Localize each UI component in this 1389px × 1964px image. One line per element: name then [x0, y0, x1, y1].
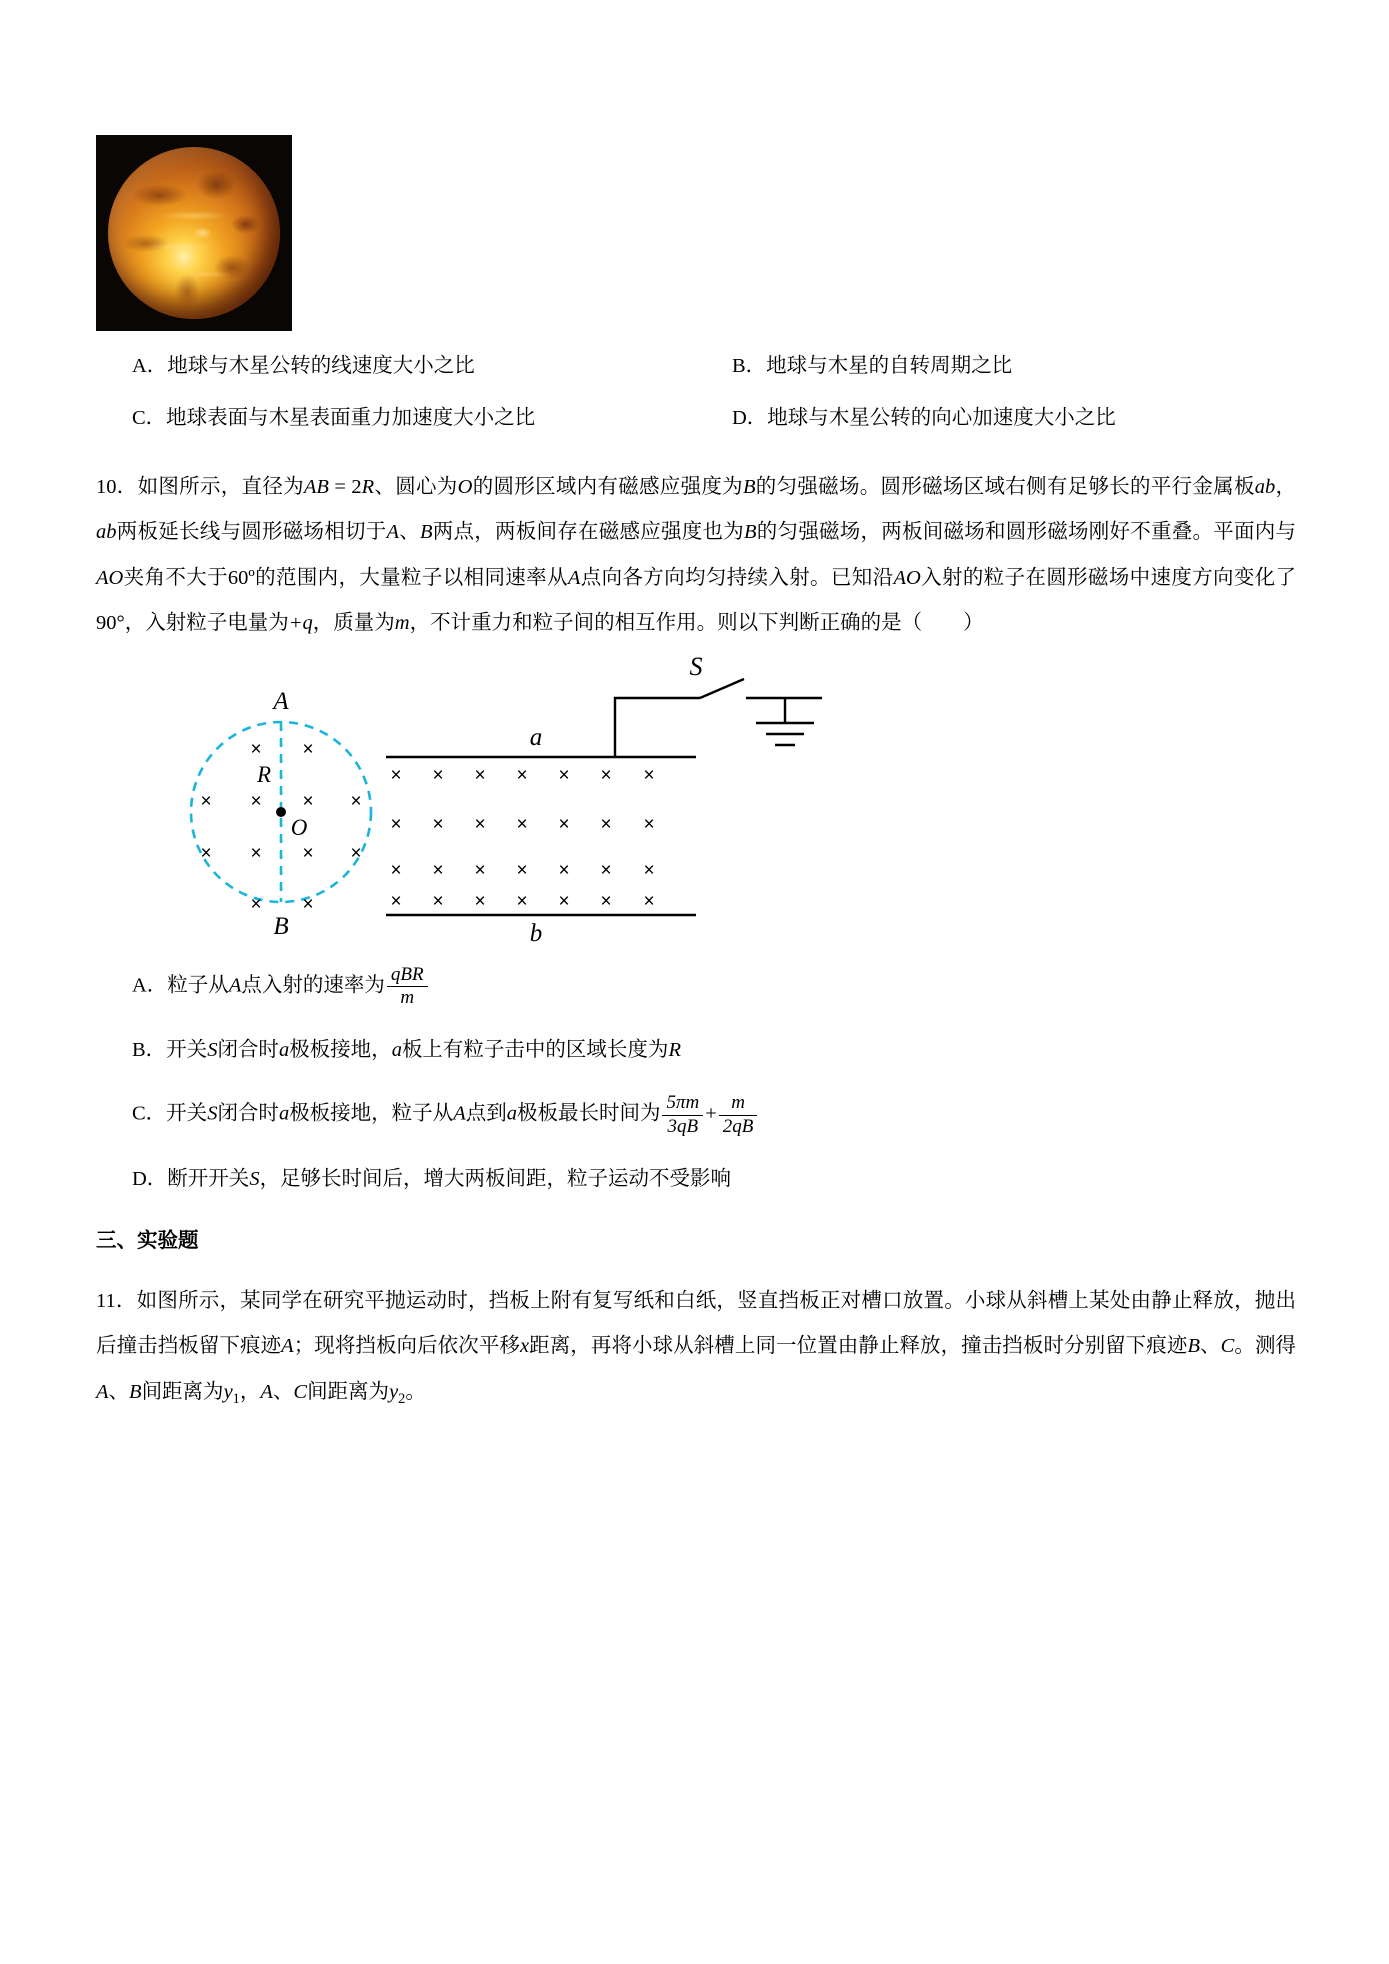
q10-c-plus: +: [705, 1102, 717, 1125]
center-point-o: [276, 807, 286, 817]
svg-text:×: ×: [643, 890, 655, 912]
q10-d-pre: D．断开开关: [132, 1167, 250, 1190]
q9-options-row-ab: [96, 351, 1296, 383]
planet-image: [96, 135, 292, 331]
q11-l3-y2sub: 2: [398, 1390, 406, 1407]
svg-text:×: ×: [600, 764, 612, 786]
q10-l5-q: +q: [288, 612, 313, 635]
q10-b-mid2: 极板接地，: [289, 1039, 392, 1062]
svg-text:×: ×: [432, 764, 444, 786]
fraction-qbr-m: [387, 964, 428, 1010]
svg-text:×: ×: [200, 842, 212, 864]
plate-crosses: [390, 765, 654, 912]
frac-num: 5πm: [666, 1092, 700, 1114]
label-a: a: [529, 723, 543, 751]
q10-l1-b: B: [742, 475, 756, 498]
q11-l3-A3: A: [260, 1380, 273, 1403]
svg-text:×: ×: [600, 813, 612, 835]
q10-l2-ab2: ab: [96, 521, 117, 544]
q10-l1-end: 的匀强磁场。圆形磁场区域右侧: [755, 475, 1047, 498]
q11-l3-mid: 。测得: [1234, 1335, 1297, 1358]
q11-l2-A: A: [281, 1335, 294, 1358]
q10-l1-post: 的圆形区域内有磁感应强度为: [472, 475, 743, 498]
q10-option-a: [96, 964, 1296, 1010]
label-b: b: [529, 919, 543, 942]
q10-c-mid: 闭合时: [217, 1102, 279, 1125]
q10-l4-mid2: 入射的粒子在圆形磁场中速度方向变化了: [920, 566, 1297, 589]
label-S: S: [689, 656, 703, 681]
q10-l2-mid: ，: [1275, 475, 1297, 498]
q11-l3-dun3: 、: [272, 1380, 294, 1403]
svg-text:×: ×: [390, 890, 402, 912]
switch-blade: [700, 679, 744, 698]
q10-l4-a: A: [567, 566, 581, 589]
svg-text:×: ×: [474, 890, 486, 912]
q10-l5-mid: ，质量为: [312, 612, 395, 635]
fraction-5pim-3qb: [662, 1092, 703, 1138]
svg-text:×: ×: [302, 842, 314, 864]
label-A: A: [273, 687, 289, 715]
section-title-experiment: 三、实验题: [96, 1228, 199, 1252]
q10-b-R: R: [668, 1039, 681, 1062]
svg-text:×: ×: [390, 813, 402, 835]
svg-text:×: ×: [558, 813, 570, 835]
q11-l3-mid3: ，: [239, 1380, 261, 1403]
q11-l3-dun1: 、: [1199, 1335, 1221, 1358]
q10-b-pre: B．开关: [132, 1039, 208, 1062]
svg-text:×: ×: [350, 790, 362, 812]
q10-l1-mid: 、圆心为: [374, 475, 458, 498]
svg-text:×: ×: [643, 813, 655, 835]
q10-l3-end: 的范围内，大量粒子以相同速率: [254, 566, 547, 589]
q10-l2-dun: 、: [399, 521, 421, 544]
frac-den: m: [387, 986, 428, 1009]
q10-l4-pre: 从: [547, 566, 568, 589]
svg-text:×: ×: [516, 764, 528, 786]
q11-l3-end: 。: [405, 1380, 426, 1403]
q10-d-S: S: [249, 1167, 260, 1190]
svg-text:×: ×: [516, 813, 528, 835]
q10-l4-ao: AO: [893, 566, 921, 589]
q10-l3-deg: 60º: [227, 566, 255, 589]
planet-disc: [108, 147, 280, 319]
q11-l3-C2: C: [293, 1380, 308, 1403]
q10-c-pre: C．开关: [132, 1102, 208, 1125]
q11-l3-y2: y: [389, 1380, 399, 1403]
q10-l5-m: m: [394, 612, 410, 635]
q9-option-c: C．地球表面与木星表面重力加速度大小之比: [132, 406, 536, 429]
svg-text:×: ×: [516, 890, 528, 912]
q10-l5-end: ，不计重力和粒子间的相互作用。则以下判断正确的是（ ）: [409, 612, 984, 635]
q10-c-a2: a: [506, 1102, 517, 1125]
q11-l3-mid4: 间距离为: [307, 1380, 390, 1403]
svg-text:×: ×: [250, 790, 262, 812]
svg-text:×: ×: [474, 859, 486, 881]
svg-text:×: ×: [600, 890, 612, 912]
fraction-m-2qb: [719, 1092, 758, 1138]
label-O: O: [290, 814, 308, 840]
label-B: B: [273, 912, 289, 940]
q10-l2-b2: B: [420, 521, 433, 544]
svg-text:×: ×: [302, 738, 314, 760]
q10-option-c: [96, 1092, 1296, 1138]
q10-l3-mid: 夹角不大于: [123, 566, 228, 589]
q10-l2-pre: 有足够长的平行金属板: [1046, 475, 1255, 498]
svg-text:×: ×: [474, 813, 486, 835]
q10-l1-r: R: [361, 475, 375, 498]
q11-stem: [96, 1279, 1296, 1416]
svg-text:×: ×: [643, 859, 655, 881]
q10-l1-o: O: [457, 475, 473, 498]
q10-l3-ao: AO: [96, 566, 124, 589]
svg-text:×: ×: [432, 813, 444, 835]
q10-c-mid2: 极板接地，粒子从: [289, 1102, 454, 1125]
q9-options-row-cd: [96, 403, 1296, 435]
q10-c-a1: a: [278, 1102, 290, 1125]
svg-text:×: ×: [250, 893, 262, 915]
q11-l2-x: x: [519, 1335, 530, 1358]
q10-c-mid4: 极板最长时间为: [516, 1102, 661, 1125]
q11-l3-y1: y: [223, 1380, 233, 1403]
q11-l3-A2: A: [96, 1380, 109, 1403]
switch-wire: [615, 698, 700, 757]
q11-l1: 11．如图所示，某同学在研究平抛运动时，挡板上附有复写纸和白纸，竖直挡板正对槽口放置。小球从斜: [96, 1289, 1048, 1312]
svg-text:×: ×: [390, 764, 402, 786]
q10-a-mid: 点入射的速率为: [241, 974, 385, 997]
frac-num: qBR: [390, 963, 424, 985]
svg-text:×: ×: [432, 890, 444, 912]
q11-l2-end: 距离，再将小球从斜槽上同一: [529, 1335, 797, 1358]
q10-c-mid3: 点到: [465, 1102, 507, 1125]
q11-l3-pre: 位置由静止释放，撞击挡板时分别留下痕迹: [796, 1335, 1188, 1358]
q9-option-d: D．地球与木星公转的向心加速度大小之比: [732, 406, 1116, 429]
q10-l1-eq: = 2: [328, 475, 362, 498]
q10-l2-ab1: ab: [1254, 475, 1276, 498]
svg-text:×: ×: [558, 859, 570, 881]
label-R: R: [256, 761, 272, 787]
q10-a-A: A: [228, 974, 242, 997]
frac-den: 3qB: [662, 1115, 703, 1138]
q10-l1-pre: 10．如图所示，直径为: [96, 475, 304, 498]
q10-b-mid: 闭合时: [217, 1039, 279, 1062]
q11-l2-pre: 槽上某处由静止释放，抛出后撞击挡板留下痕迹: [96, 1289, 1296, 1358]
svg-text:×: ×: [643, 764, 655, 786]
q10-d-end: ，足够长时间后，增大两板间距，粒子运动不受影响: [259, 1167, 732, 1190]
q11-l3-B: B: [1187, 1335, 1200, 1358]
q10-a-pre: A．粒子从: [132, 974, 229, 997]
svg-text:×: ×: [558, 764, 570, 786]
q10-option-d: [96, 1164, 1296, 1195]
svg-text:×: ×: [474, 764, 486, 786]
svg-text:×: ×: [558, 890, 570, 912]
svg-text:×: ×: [302, 790, 314, 812]
q11-l3-y1sub: 1: [232, 1390, 240, 1407]
q10-l4-mid: 点向各方向均匀持续入射。已知沿: [580, 566, 894, 589]
q9-option-b: B．地球与木星的自转周期之比: [732, 355, 1013, 377]
q9-option-a: A．地球与木星公转的线速度大小之比: [132, 355, 475, 377]
svg-text:×: ×: [516, 859, 528, 881]
q10-b-a1: a: [278, 1039, 290, 1062]
page-content: [96, 0, 1296, 1416]
q10-l2-b3: B: [744, 521, 757, 544]
q10-option-b: [96, 1035, 1296, 1066]
svg-text:×: ×: [302, 893, 314, 915]
magnetic-field-diagram: [96, 657, 1296, 942]
q10-stem: [96, 465, 1296, 647]
svg-text:×: ×: [250, 738, 262, 760]
q10-c-A: A: [453, 1102, 466, 1125]
q10-l4-end: ，入射粒子电量为: [124, 612, 289, 635]
svg-text:×: ×: [200, 790, 212, 812]
svg-text:×: ×: [250, 842, 262, 864]
q10-l2-end: 的匀: [756, 521, 799, 544]
q11-l3-B2: B: [129, 1380, 142, 1403]
q11-l3-C: C: [1220, 1335, 1235, 1358]
frac-num: m: [731, 1092, 745, 1114]
q10-l2-a: A: [386, 521, 400, 544]
svg-text:×: ×: [390, 859, 402, 881]
q11-l3-mid2: 间距离为: [141, 1380, 224, 1403]
svg-text:×: ×: [350, 842, 362, 864]
frac-den: 2qB: [719, 1115, 758, 1138]
q10-b-mid3: 板上有粒子击中的区域长度为: [401, 1039, 669, 1062]
q10-b-S: S: [207, 1039, 218, 1062]
q11-l3-dun2: 、: [108, 1380, 130, 1403]
q11-l2-mid: ；现将挡板向后依次平移: [293, 1335, 520, 1358]
q10-l2-mid3: 两点，两板间存在磁感应强度也为: [432, 521, 745, 544]
q10-l2-mid2: 两板延长线与圆形磁场相切于: [116, 521, 387, 544]
svg-text:×: ×: [432, 859, 444, 881]
q10-l3-pre: 强磁场，两板间磁场和圆形磁场刚好不重叠。平面内与: [798, 521, 1297, 544]
q10-l1-ab: AB: [303, 475, 329, 498]
svg-text:×: ×: [600, 859, 612, 881]
q10-c-S: S: [207, 1102, 218, 1125]
q10-l4-deg: 90°: [96, 612, 125, 635]
q10-b-a2: a: [391, 1039, 402, 1062]
